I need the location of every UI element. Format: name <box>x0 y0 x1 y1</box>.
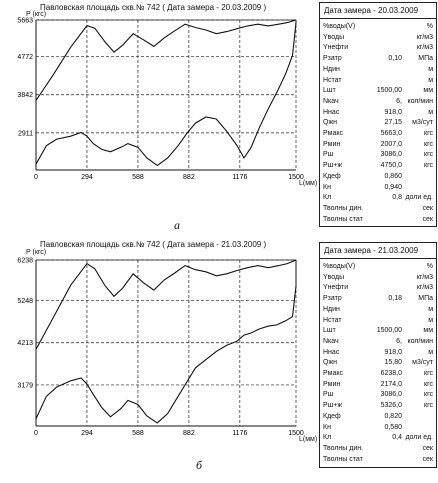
param-unit: кгс <box>424 130 433 137</box>
param-value: 1500,00 <box>376 327 402 335</box>
x-tick-label: 1176 <box>232 430 248 437</box>
param-label: Yводы <box>323 273 345 281</box>
param-label: Yнефти <box>323 284 349 292</box>
param-label: Hнас <box>323 348 340 356</box>
param-unit: мм <box>423 87 433 95</box>
table-date-b: Дата замера - 21.03.2009 <box>320 243 436 259</box>
param-unit: кг/м3 <box>416 33 433 41</box>
param-value: 3086,0 <box>380 391 402 399</box>
param-unit: м3/сут <box>412 119 433 127</box>
dynamogram-chart-b <box>0 240 310 470</box>
params-table-a <box>319 2 437 227</box>
param-unit: кгс <box>424 162 433 170</box>
param-value: 0,940 <box>384 183 402 191</box>
param-unit: м <box>428 348 433 356</box>
param-unit: кг/м3 <box>416 44 433 52</box>
param-unit: доли ед. <box>405 434 433 442</box>
param-label: Кдеф <box>323 172 341 180</box>
param-value: 918,0 <box>384 108 402 116</box>
param-label: Тволны дин. <box>323 204 364 212</box>
param-value: 6, <box>396 97 402 105</box>
chart-title-b: Павловская площадь скв.№ 742 ( Дата замера - 21.03.2009 ) <box>40 240 267 249</box>
dynamogram-panel-a <box>0 0 438 230</box>
series-line-lower <box>36 23 296 166</box>
param-label: Pш <box>323 151 334 159</box>
param-value: 1500,00 <box>376 87 402 95</box>
y-axis-label-b: P (кгс) <box>26 249 47 256</box>
param-unit: мм <box>423 327 433 335</box>
x-tick-label: 1176 <box>232 174 248 181</box>
param-label: Тволны стат <box>323 215 363 223</box>
param-value: 0,860 <box>384 172 402 180</box>
param-value: 6, <box>396 337 402 345</box>
param-label: Pш <box>323 391 334 399</box>
x-tick-label: 0 <box>34 430 38 437</box>
x-tick-label: 588 <box>132 174 144 181</box>
param-label: Рзатр <box>323 295 342 303</box>
param-unit: сек <box>422 444 433 452</box>
y-tick-label: 3179 <box>17 382 33 390</box>
param-unit: сек <box>422 204 433 212</box>
param-label: Yводы <box>323 33 345 41</box>
param-label: Qжн <box>323 359 337 367</box>
param-label: Тволны стат <box>323 455 363 463</box>
y-tick-label: 6238 <box>17 257 33 265</box>
y-tick-label: 3842 <box>17 92 33 100</box>
param-label: Pш+ж <box>323 402 343 410</box>
param-label: Hнас <box>323 108 340 116</box>
y-tick-label: 5663 <box>17 17 33 25</box>
table-date-a: Дата замера - 20.03.2009 <box>320 3 436 19</box>
param-label: Pмакс <box>323 370 344 377</box>
param-unit: кол/мин <box>407 97 433 105</box>
param-label: Lшт <box>323 87 336 95</box>
param-unit: м <box>428 65 433 73</box>
param-label: Hдин <box>323 305 340 313</box>
param-value: 0,8 <box>392 194 402 202</box>
param-unit: кгс <box>424 140 433 148</box>
param-value: 0,4 <box>392 434 402 442</box>
x-axis-label-a: L(мм) <box>299 180 318 187</box>
param-unit: м <box>428 316 433 324</box>
param-unit: м3/сут <box>412 359 433 367</box>
param-unit: МПа <box>418 55 433 63</box>
param-label: %воды(V) <box>323 263 356 270</box>
param-value: 0,18 <box>388 295 402 303</box>
param-value: 27,15 <box>384 119 402 127</box>
param-label: Кдеф <box>323 412 341 420</box>
param-label: Hстат <box>323 76 342 84</box>
param-label: Pмакс <box>323 130 344 137</box>
param-label: Pмин <box>323 140 341 148</box>
x-tick-label: 1500 <box>288 430 304 437</box>
param-unit: м <box>428 76 433 84</box>
param-label: Nкач <box>323 97 339 105</box>
params-table-b <box>319 242 437 468</box>
param-unit: м <box>428 108 433 116</box>
param-value: 6238,0 <box>380 370 402 377</box>
param-unit: доли ед. <box>405 194 433 202</box>
x-tick-label: 1500 <box>288 174 304 181</box>
param-value: 0,580 <box>384 423 402 431</box>
param-value: 4750,0 <box>380 162 402 170</box>
dynamogram-panel-b <box>0 240 438 483</box>
param-label: Кл <box>323 194 332 202</box>
series-line-upper <box>36 20 296 101</box>
param-label: Кл <box>323 434 332 442</box>
x-tick-label: 0 <box>34 174 38 181</box>
x-tick-label: 294 <box>81 430 93 437</box>
param-unit: кгс <box>424 370 433 377</box>
param-label: Lшт <box>323 327 336 335</box>
param-unit: % <box>426 23 433 30</box>
series-line-upper <box>36 260 296 349</box>
param-unit: кг/м3 <box>416 273 433 281</box>
param-value: 2174,0 <box>380 380 402 388</box>
table-row <box>320 454 436 466</box>
y-tick-label: 4213 <box>17 340 33 348</box>
table-row <box>320 214 436 226</box>
param-unit: % <box>426 263 433 270</box>
param-unit: кгс <box>424 380 433 388</box>
y-axis-label-a: P (кгс) <box>26 11 47 18</box>
param-label: Hдин <box>323 65 340 73</box>
param-value: 2007,0 <box>380 140 402 148</box>
param-value: 15,80 <box>384 359 402 367</box>
param-unit: сек <box>422 215 433 223</box>
x-tick-label: 588 <box>132 430 144 437</box>
param-label: Кн <box>323 183 331 191</box>
y-tick-label: 4772 <box>17 54 33 62</box>
param-label: Кн <box>323 423 331 431</box>
param-value: 918,0 <box>384 348 402 356</box>
figure-caption-b: б <box>196 458 203 472</box>
x-tick-label: 882 <box>183 430 195 437</box>
param-unit: сек <box>422 455 433 463</box>
param-label: %воды(V) <box>323 23 356 30</box>
param-label: Yнефти <box>323 44 349 52</box>
param-value: 5326,0 <box>380 402 402 410</box>
param-label: Nкач <box>323 337 339 345</box>
param-label: Тволны дин. <box>323 444 364 452</box>
chart-title-a: Павловская площадь скв.№ 742 ( Дата замера - 20.03.2009 ) <box>40 3 267 12</box>
param-label: Рзатр <box>323 55 342 63</box>
param-value: 5663,0 <box>380 130 402 137</box>
param-unit: кол/мин <box>407 337 433 345</box>
series-line-lower <box>36 286 296 423</box>
x-tick-label: 882 <box>183 174 195 181</box>
param-value: 0,10 <box>388 55 402 63</box>
param-unit: кгс <box>424 151 433 159</box>
param-label: Pш+ж <box>323 162 343 170</box>
param-unit: м <box>428 305 433 313</box>
param-unit: кг/м3 <box>416 284 433 292</box>
param-value: 3086,0 <box>380 151 402 159</box>
param-unit: кгс <box>424 402 433 410</box>
param-unit: кгс <box>424 391 433 399</box>
param-value: 0,820 <box>384 412 402 420</box>
param-label: Qжн <box>323 119 337 127</box>
dynamogram-chart-a <box>0 0 310 220</box>
param-unit: МПа <box>418 295 433 303</box>
figure-caption-a: а <box>174 218 180 232</box>
y-tick-label: 2911 <box>17 130 33 138</box>
y-tick-label: 5248 <box>17 297 33 305</box>
param-label: Hстат <box>323 316 342 324</box>
x-axis-label-b: L(мм) <box>299 436 318 443</box>
x-tick-label: 294 <box>81 174 93 181</box>
param-label: Pмин <box>323 380 341 388</box>
